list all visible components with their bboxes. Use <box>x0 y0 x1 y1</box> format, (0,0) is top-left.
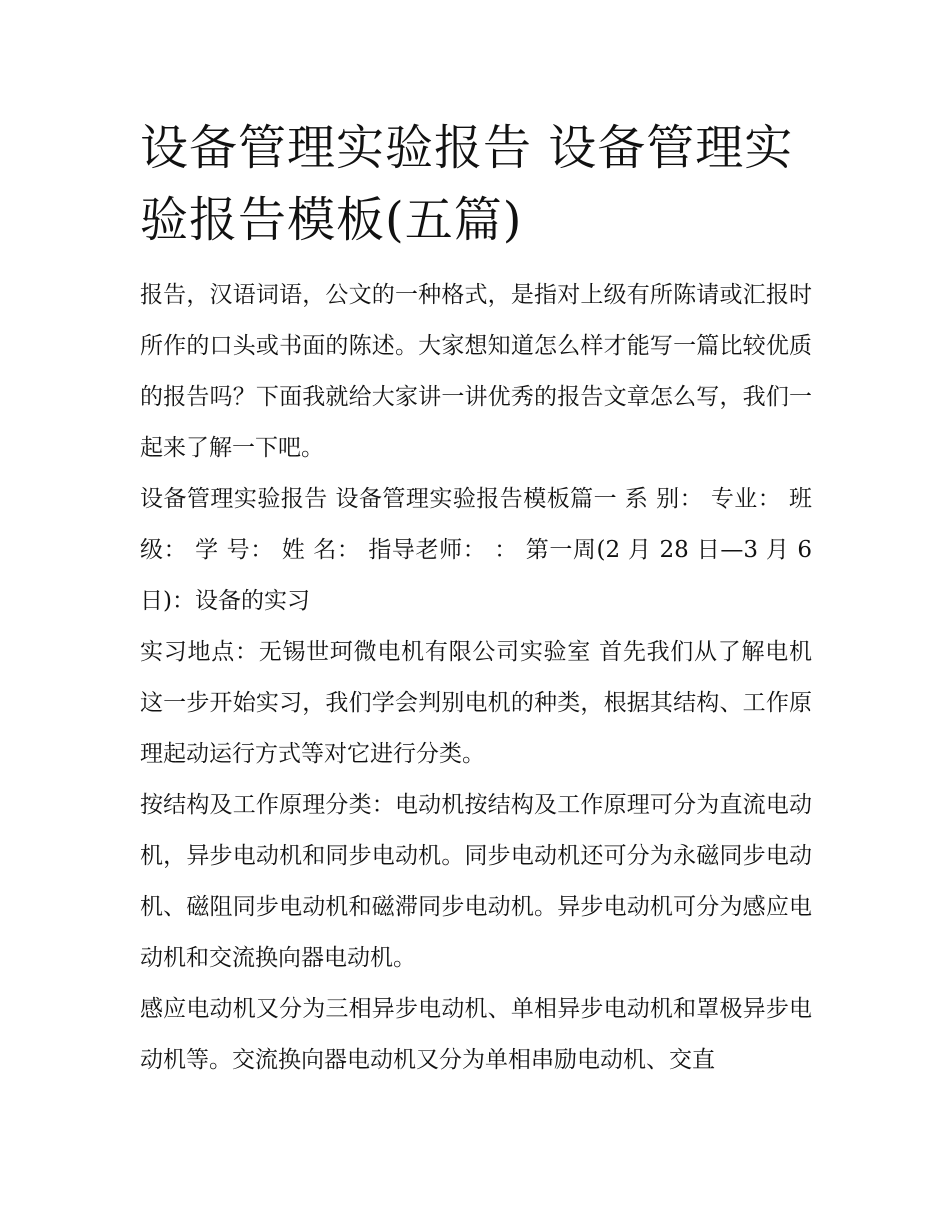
paragraph-induction-motor: 感应电动机又分为三相异步电动机、单相异步电动机和罩极异步电动机等。交流换向器电动机又分为单相串励电动机、交直 <box>140 996 812 1073</box>
paragraph-report-header: 设备管理实验报告 设备管理实验报告模板篇一 系 别： 专业： 班 级： 学 号： 姓 名： 指导老师： ： 第一周(2 月 28 日—3 月 6 日)：设备的实习 <box>140 486 812 614</box>
paragraph-internship-location: 实习地点：无锡世珂微电机有限公司实验室 首先我们从了解电机这一步开始实习，我们学会判别电机的种类，根据其结构、工作原理起动运行方式等对它进行分类。 <box>140 639 812 767</box>
document-body <box>140 112 812 1086</box>
paragraph-structure-classification: 按结构及工作原理分类：电动机按结构及工作原理可分为直流电动机，异步电动机和同步电动机。同步电动机还可分为永磁同步电动机、磁阻同步电动机和磁滞同步电动机。异步电动机可分为感应电动机和交流换向器电动机。 <box>140 792 812 971</box>
document-title: 设备管理实验报告 设备管理实验报告模板(五篇) <box>140 120 794 248</box>
paragraph-intro: 报告，汉语词语，公文的一种格式，是指对上级有所陈请或汇报时所作的口头或书面的陈述。大家想知道怎么样才能写一篇比较优质的报告吗？下面我就给大家讲一讲优秀的报告文章怎么写，我们一起来了解一下吧。 <box>140 282 812 461</box>
